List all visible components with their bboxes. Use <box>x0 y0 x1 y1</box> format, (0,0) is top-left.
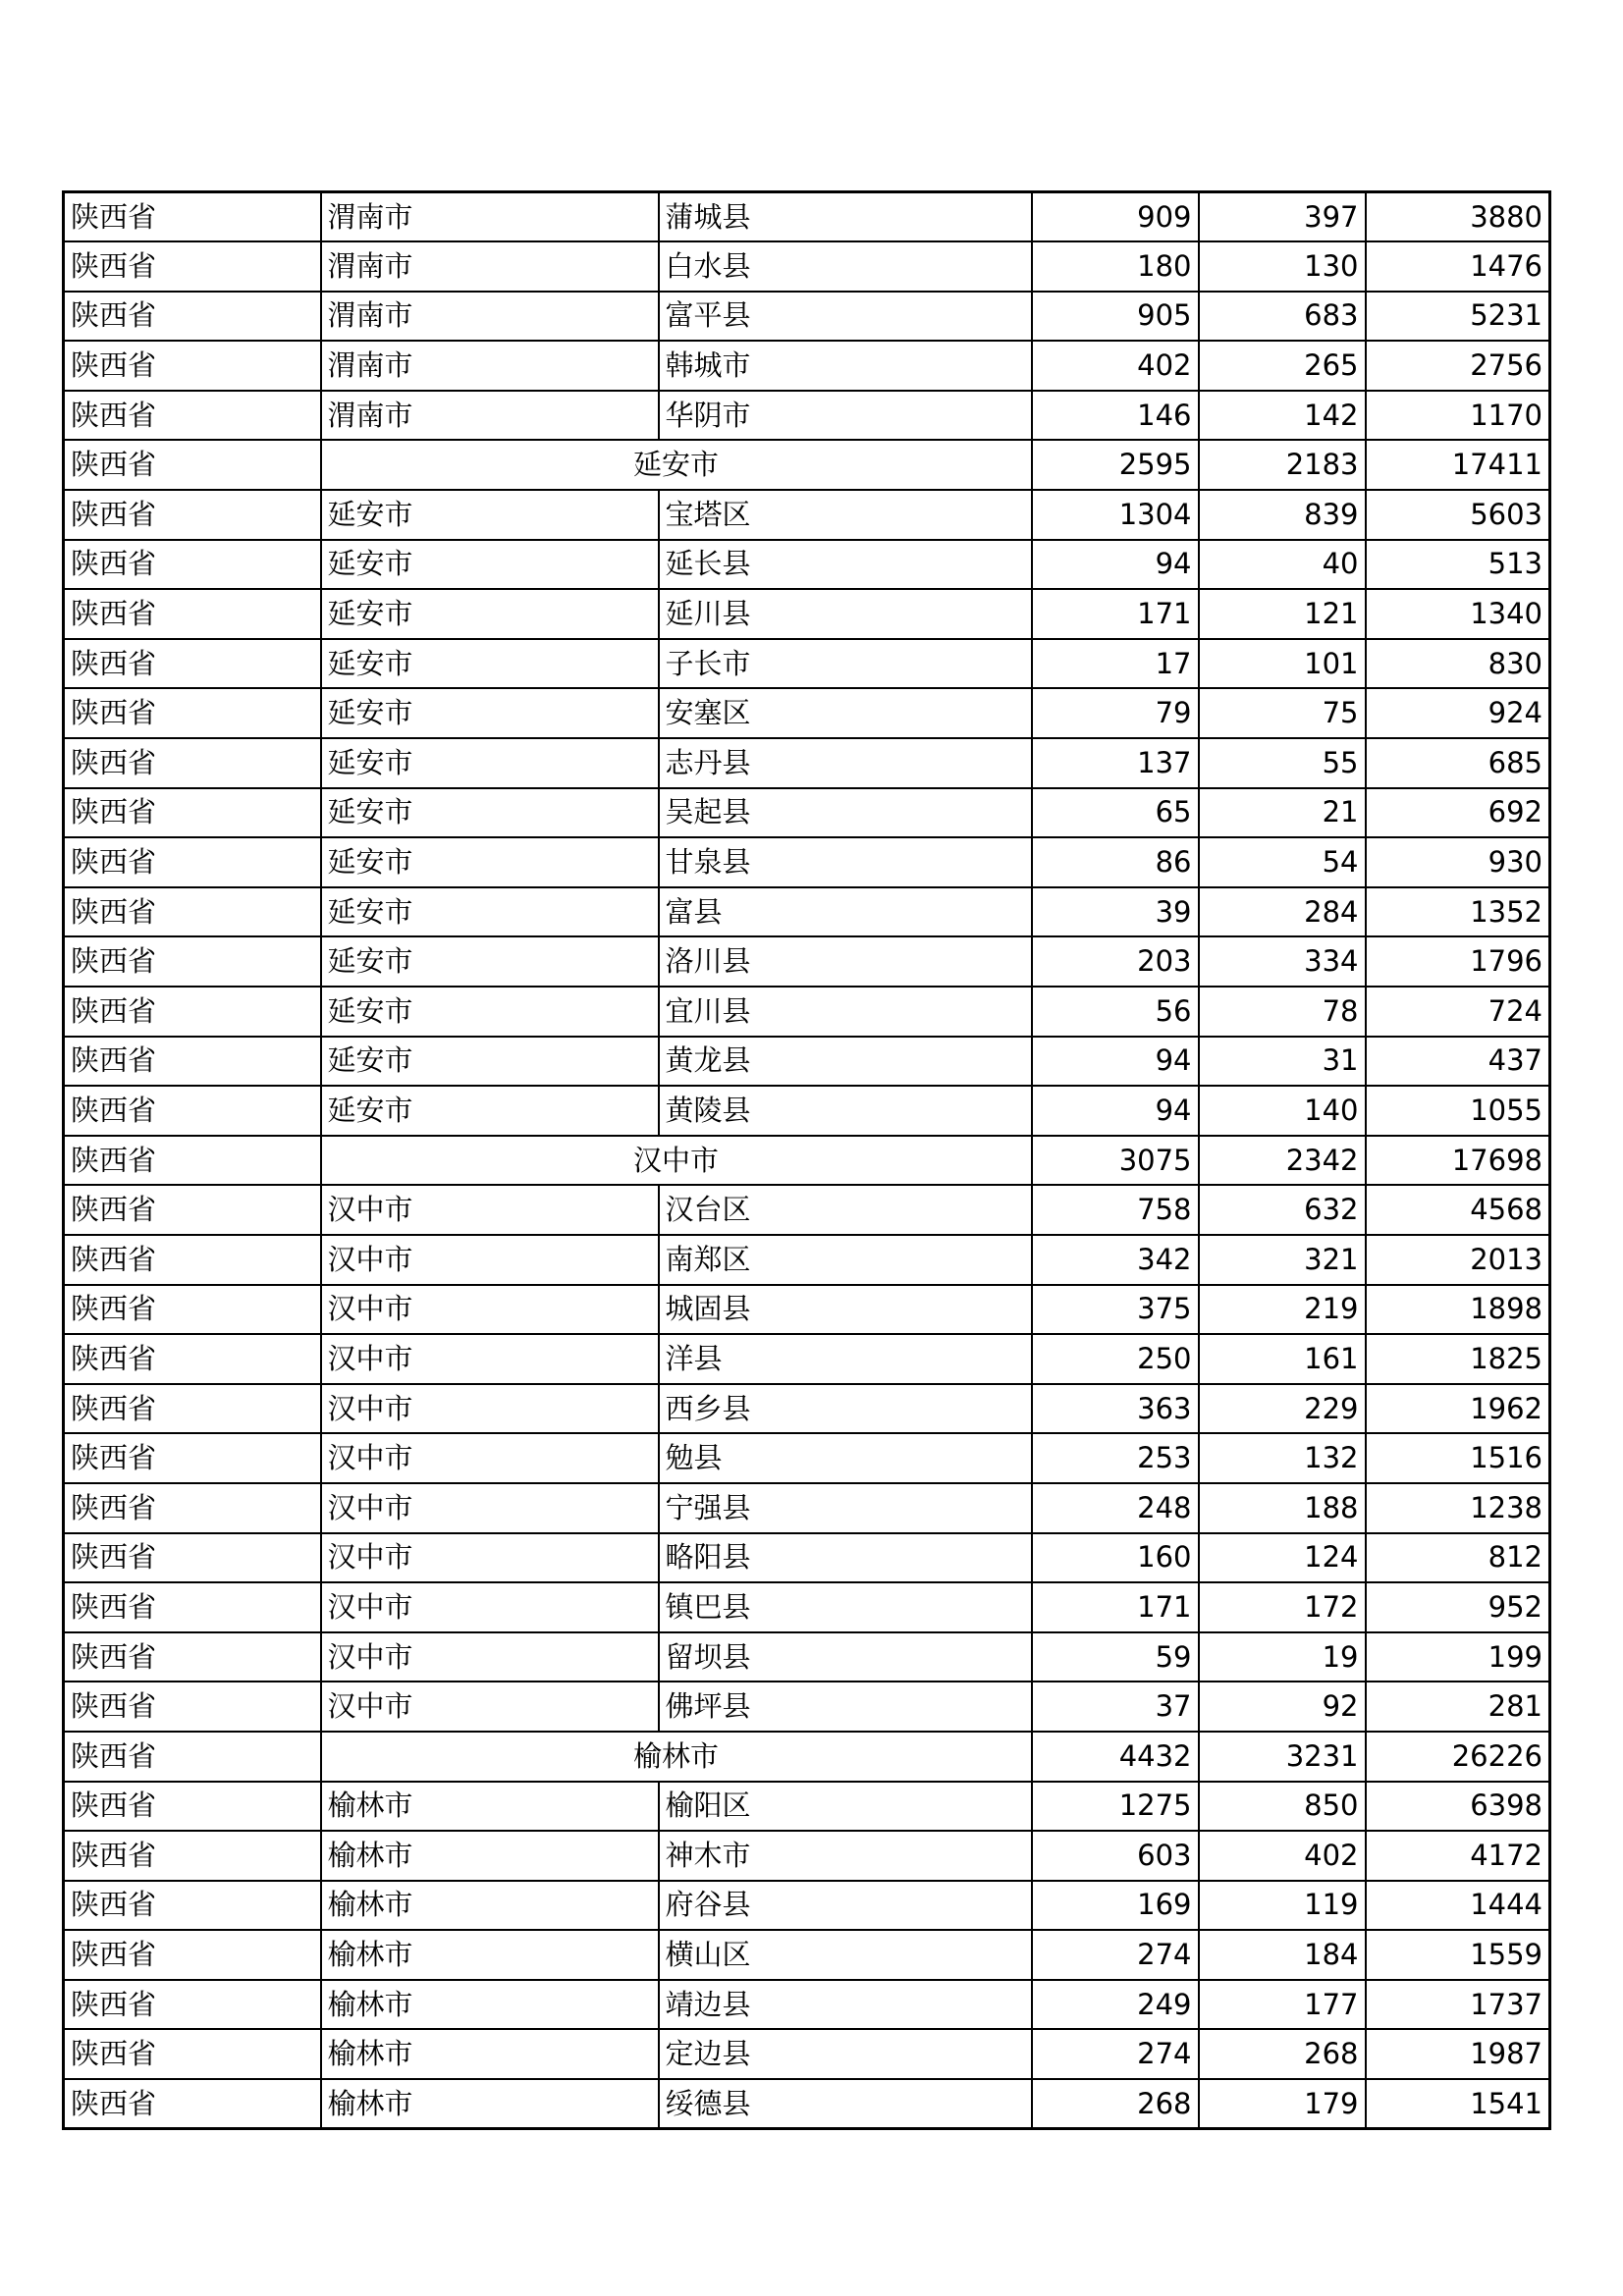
table-row <box>64 241 1550 292</box>
province-cell: 陕西省 <box>64 1285 321 1335</box>
value-cell-2: 21 <box>1199 788 1366 838</box>
value-cell-3: 437 <box>1366 1037 1550 1087</box>
province-cell: 陕西省 <box>64 688 321 738</box>
value-cell-2: 321 <box>1199 1235 1366 1285</box>
city-cell: 榆林市 <box>321 1831 659 1881</box>
value-cell-1: 180 <box>1032 241 1199 292</box>
value-cell-1: 342 <box>1032 1235 1199 1285</box>
value-cell-2: 229 <box>1199 1384 1366 1434</box>
province-cell: 陕西省 <box>64 540 321 590</box>
value-cell-1: 274 <box>1032 2029 1199 2079</box>
table-row <box>64 1682 1550 1732</box>
table-row <box>64 837 1550 887</box>
county-cell: 安塞区 <box>659 688 1032 738</box>
value-cell-3: 4172 <box>1366 1831 1550 1881</box>
province-cell: 陕西省 <box>64 1732 321 1782</box>
county-cell: 府谷县 <box>659 1881 1032 1931</box>
table-row <box>64 1334 1550 1384</box>
province-cell: 陕西省 <box>64 1632 321 1682</box>
value-cell-3: 2756 <box>1366 341 1550 391</box>
value-cell-3: 685 <box>1366 738 1550 788</box>
value-cell-3: 5231 <box>1366 292 1550 342</box>
subtotal-row <box>64 1136 1550 1186</box>
value-cell-2: 140 <box>1199 1086 1366 1136</box>
province-cell: 陕西省 <box>64 241 321 292</box>
value-cell-2: 132 <box>1199 1433 1366 1483</box>
value-cell-1: 79 <box>1032 688 1199 738</box>
province-cell: 陕西省 <box>64 1930 321 1980</box>
table-body <box>64 192 1550 2129</box>
table-row <box>64 788 1550 838</box>
value-cell-3: 1238 <box>1366 1483 1550 1533</box>
value-cell-3: 952 <box>1366 1582 1550 1632</box>
city-cell: 汉中市 <box>321 1632 659 1682</box>
value-cell-1: 248 <box>1032 1483 1199 1533</box>
value-cell-2: 265 <box>1199 341 1366 391</box>
city-cell: 榆林市 <box>321 1930 659 1980</box>
value-cell-3: 17411 <box>1366 440 1550 490</box>
table-row <box>64 540 1550 590</box>
value-cell-3: 1444 <box>1366 1881 1550 1931</box>
value-cell-2: 31 <box>1199 1037 1366 1087</box>
value-cell-1: 758 <box>1032 1185 1199 1235</box>
value-cell-1: 268 <box>1032 2079 1199 2129</box>
county-cell: 富平县 <box>659 292 1032 342</box>
county-cell: 吴起县 <box>659 788 1032 838</box>
table-row <box>64 1483 1550 1533</box>
table-row <box>64 887 1550 937</box>
value-cell-3: 17698 <box>1366 1136 1550 1186</box>
province-cell: 陕西省 <box>64 1831 321 1881</box>
table-row <box>64 1037 1550 1087</box>
county-cell: 黄龙县 <box>659 1037 1032 1087</box>
table-row <box>64 490 1550 540</box>
value-cell-3: 2013 <box>1366 1235 1550 1285</box>
value-cell-2: 2342 <box>1199 1136 1366 1186</box>
value-cell-3: 26226 <box>1366 1732 1550 1782</box>
value-cell-1: 39 <box>1032 887 1199 937</box>
table-row <box>64 1185 1550 1235</box>
county-cell: 榆阳区 <box>659 1782 1032 1832</box>
city-cell: 渭南市 <box>321 241 659 292</box>
table-row <box>64 1881 1550 1931</box>
value-cell-2: 121 <box>1199 589 1366 639</box>
table-row <box>64 738 1550 788</box>
county-cell: 白水县 <box>659 241 1032 292</box>
county-cell: 留坝县 <box>659 1632 1032 1682</box>
value-cell-3: 5603 <box>1366 490 1550 540</box>
subtotal-row <box>64 1732 1550 1782</box>
county-cell: 绥德县 <box>659 2079 1032 2129</box>
county-cell: 定边县 <box>659 2029 1032 2079</box>
county-cell: 汉台区 <box>659 1185 1032 1235</box>
province-cell: 陕西省 <box>64 192 321 242</box>
table-row <box>64 1582 1550 1632</box>
value-cell-1: 137 <box>1032 738 1199 788</box>
value-cell-3: 1476 <box>1366 241 1550 292</box>
province-cell: 陕西省 <box>64 837 321 887</box>
value-cell-3: 1737 <box>1366 1980 1550 2030</box>
table-row <box>64 987 1550 1037</box>
value-cell-1: 94 <box>1032 1086 1199 1136</box>
value-cell-2: 219 <box>1199 1285 1366 1335</box>
table-row <box>64 292 1550 342</box>
city-cell: 榆林市 <box>321 1782 659 1832</box>
value-cell-3: 924 <box>1366 688 1550 738</box>
value-cell-3: 1987 <box>1366 2029 1550 2079</box>
city-cell: 延安市 <box>321 1086 659 1136</box>
value-cell-1: 37 <box>1032 1682 1199 1732</box>
county-cell: 靖边县 <box>659 1980 1032 2030</box>
province-cell: 陕西省 <box>64 1334 321 1384</box>
county-cell: 镇巴县 <box>659 1582 1032 1632</box>
value-cell-3: 1340 <box>1366 589 1550 639</box>
table-row <box>64 639 1550 689</box>
value-cell-3: 1825 <box>1366 1334 1550 1384</box>
table-row <box>64 1384 1550 1434</box>
city-cell: 延安市 <box>321 639 659 689</box>
city-cell: 延安市 <box>321 540 659 590</box>
city-cell: 汉中市 <box>321 1682 659 1732</box>
city-cell: 汉中市 <box>321 1483 659 1533</box>
province-cell: 陕西省 <box>64 341 321 391</box>
table-row <box>64 1086 1550 1136</box>
county-cell: 子长市 <box>659 639 1032 689</box>
province-cell: 陕西省 <box>64 1086 321 1136</box>
value-cell-1: 909 <box>1032 192 1199 242</box>
table-row <box>64 1433 1550 1483</box>
county-cell: 志丹县 <box>659 738 1032 788</box>
value-cell-2: 268 <box>1199 2029 1366 2079</box>
value-cell-1: 17 <box>1032 639 1199 689</box>
city-cell: 延安市 <box>321 936 659 987</box>
county-cell: 神木市 <box>659 1831 1032 1881</box>
county-cell: 略阳县 <box>659 1533 1032 1583</box>
county-cell: 洋县 <box>659 1334 1032 1384</box>
province-cell: 陕西省 <box>64 1384 321 1434</box>
value-cell-1: 402 <box>1032 341 1199 391</box>
value-cell-2: 334 <box>1199 936 1366 987</box>
city-cell: 渭南市 <box>321 391 659 441</box>
value-cell-1: 253 <box>1032 1433 1199 1483</box>
province-cell: 陕西省 <box>64 2079 321 2129</box>
value-cell-1: 171 <box>1032 589 1199 639</box>
city-subtotal-cell: 延安市 <box>321 440 1032 490</box>
value-cell-2: 179 <box>1199 2079 1366 2129</box>
value-cell-3: 692 <box>1366 788 1550 838</box>
value-cell-1: 4432 <box>1032 1732 1199 1782</box>
province-cell: 陕西省 <box>64 936 321 987</box>
city-cell: 渭南市 <box>321 341 659 391</box>
county-cell: 洛川县 <box>659 936 1032 987</box>
city-cell: 延安市 <box>321 788 659 838</box>
province-cell: 陕西省 <box>64 1037 321 1087</box>
value-cell-3: 930 <box>1366 837 1550 887</box>
value-cell-3: 1055 <box>1366 1086 1550 1136</box>
value-cell-3: 1559 <box>1366 1930 1550 1980</box>
table-row <box>64 936 1550 987</box>
value-cell-2: 850 <box>1199 1782 1366 1832</box>
province-cell: 陕西省 <box>64 589 321 639</box>
county-cell: 南郑区 <box>659 1235 1032 1285</box>
value-cell-2: 402 <box>1199 1831 1366 1881</box>
value-cell-2: 397 <box>1199 192 1366 242</box>
county-cell: 华阴市 <box>659 391 1032 441</box>
value-cell-2: 161 <box>1199 1334 1366 1384</box>
value-cell-2: 839 <box>1199 490 1366 540</box>
county-cell: 勉县 <box>659 1433 1032 1483</box>
value-cell-2: 101 <box>1199 639 1366 689</box>
province-cell: 陕西省 <box>64 292 321 342</box>
value-cell-2: 2183 <box>1199 440 1366 490</box>
province-cell: 陕西省 <box>64 2029 321 2079</box>
city-subtotal-cell: 榆林市 <box>321 1732 1032 1782</box>
statistics-table <box>62 190 1551 2130</box>
value-cell-2: 3231 <box>1199 1732 1366 1782</box>
county-cell: 宜川县 <box>659 987 1032 1037</box>
value-cell-3: 3880 <box>1366 192 1550 242</box>
city-cell: 汉中市 <box>321 1433 659 1483</box>
value-cell-3: 1516 <box>1366 1433 1550 1483</box>
table-row <box>64 1632 1550 1682</box>
table-row <box>64 2079 1550 2129</box>
table-row <box>64 2029 1550 2079</box>
province-cell: 陕西省 <box>64 738 321 788</box>
province-cell: 陕西省 <box>64 1582 321 1632</box>
value-cell-3: 513 <box>1366 540 1550 590</box>
city-cell: 延安市 <box>321 688 659 738</box>
table-row <box>64 1782 1550 1832</box>
value-cell-2: 124 <box>1199 1533 1366 1583</box>
value-cell-3: 724 <box>1366 987 1550 1037</box>
value-cell-3: 812 <box>1366 1533 1550 1583</box>
value-cell-2: 19 <box>1199 1632 1366 1682</box>
value-cell-1: 603 <box>1032 1831 1199 1881</box>
value-cell-3: 199 <box>1366 1632 1550 1682</box>
value-cell-1: 203 <box>1032 936 1199 987</box>
county-cell: 宁强县 <box>659 1483 1032 1533</box>
city-cell: 榆林市 <box>321 1980 659 2030</box>
value-cell-1: 375 <box>1032 1285 1199 1335</box>
county-cell: 佛坪县 <box>659 1682 1032 1732</box>
value-cell-1: 59 <box>1032 1632 1199 1682</box>
value-cell-1: 274 <box>1032 1930 1199 1980</box>
city-cell: 榆林市 <box>321 2029 659 2079</box>
province-cell: 陕西省 <box>64 987 321 1037</box>
value-cell-2: 172 <box>1199 1582 1366 1632</box>
value-cell-3: 4568 <box>1366 1185 1550 1235</box>
value-cell-3: 1541 <box>1366 2079 1550 2129</box>
value-cell-1: 94 <box>1032 540 1199 590</box>
value-cell-2: 142 <box>1199 391 1366 441</box>
province-cell: 陕西省 <box>64 490 321 540</box>
city-cell: 延安市 <box>321 738 659 788</box>
province-cell: 陕西省 <box>64 1483 321 1533</box>
province-cell: 陕西省 <box>64 1682 321 1732</box>
value-cell-3: 6398 <box>1366 1782 1550 1832</box>
city-cell: 延安市 <box>321 837 659 887</box>
value-cell-1: 1275 <box>1032 1782 1199 1832</box>
value-cell-2: 184 <box>1199 1930 1366 1980</box>
subtotal-row <box>64 440 1550 490</box>
value-cell-1: 249 <box>1032 1980 1199 2030</box>
value-cell-1: 363 <box>1032 1384 1199 1434</box>
city-cell: 榆林市 <box>321 2079 659 2129</box>
city-cell: 汉中市 <box>321 1235 659 1285</box>
city-cell: 渭南市 <box>321 192 659 242</box>
province-cell: 陕西省 <box>64 1782 321 1832</box>
value-cell-1: 1304 <box>1032 490 1199 540</box>
province-cell: 陕西省 <box>64 887 321 937</box>
table-row <box>64 192 1550 242</box>
table-row <box>64 391 1550 441</box>
city-cell: 汉中市 <box>321 1185 659 1235</box>
value-cell-1: 160 <box>1032 1533 1199 1583</box>
county-cell: 城固县 <box>659 1285 1032 1335</box>
value-cell-3: 1796 <box>1366 936 1550 987</box>
city-cell: 延安市 <box>321 589 659 639</box>
value-cell-2: 54 <box>1199 837 1366 887</box>
province-cell: 陕西省 <box>64 440 321 490</box>
province-cell: 陕西省 <box>64 1235 321 1285</box>
value-cell-1: 171 <box>1032 1582 1199 1632</box>
table-row <box>64 1533 1550 1583</box>
city-cell: 汉中市 <box>321 1334 659 1384</box>
value-cell-2: 632 <box>1199 1185 1366 1235</box>
value-cell-1: 146 <box>1032 391 1199 441</box>
city-cell: 汉中市 <box>321 1582 659 1632</box>
value-cell-2: 188 <box>1199 1483 1366 1533</box>
county-cell: 富县 <box>659 887 1032 937</box>
city-cell: 汉中市 <box>321 1285 659 1335</box>
value-cell-3: 1898 <box>1366 1285 1550 1335</box>
province-cell: 陕西省 <box>64 1881 321 1931</box>
city-cell: 榆林市 <box>321 1881 659 1931</box>
value-cell-1: 56 <box>1032 987 1199 1037</box>
value-cell-3: 281 <box>1366 1682 1550 1732</box>
county-cell: 宝塔区 <box>659 490 1032 540</box>
city-cell: 延安市 <box>321 490 659 540</box>
county-cell: 蒲城县 <box>659 192 1032 242</box>
value-cell-1: 65 <box>1032 788 1199 838</box>
city-cell: 汉中市 <box>321 1533 659 1583</box>
value-cell-1: 94 <box>1032 1037 1199 1087</box>
city-cell: 延安市 <box>321 1037 659 1087</box>
value-cell-1: 2595 <box>1032 440 1199 490</box>
table-row <box>64 1980 1550 2030</box>
province-cell: 陕西省 <box>64 1433 321 1483</box>
value-cell-1: 3075 <box>1032 1136 1199 1186</box>
province-cell: 陕西省 <box>64 639 321 689</box>
value-cell-2: 92 <box>1199 1682 1366 1732</box>
value-cell-1: 250 <box>1032 1334 1199 1384</box>
value-cell-2: 119 <box>1199 1881 1366 1931</box>
province-cell: 陕西省 <box>64 788 321 838</box>
city-cell: 延安市 <box>321 987 659 1037</box>
value-cell-2: 177 <box>1199 1980 1366 2030</box>
value-cell-2: 75 <box>1199 688 1366 738</box>
province-cell: 陕西省 <box>64 1980 321 2030</box>
province-cell: 陕西省 <box>64 1136 321 1186</box>
table-row <box>64 1831 1550 1881</box>
county-cell: 黄陵县 <box>659 1086 1032 1136</box>
value-cell-2: 284 <box>1199 887 1366 937</box>
value-cell-3: 1170 <box>1366 391 1550 441</box>
value-cell-1: 905 <box>1032 292 1199 342</box>
city-cell: 渭南市 <box>321 292 659 342</box>
value-cell-2: 40 <box>1199 540 1366 590</box>
city-subtotal-cell: 汉中市 <box>321 1136 1032 1186</box>
province-cell: 陕西省 <box>64 1533 321 1583</box>
table-row <box>64 1930 1550 1980</box>
table-row <box>64 1235 1550 1285</box>
value-cell-2: 78 <box>1199 987 1366 1037</box>
value-cell-3: 1962 <box>1366 1384 1550 1434</box>
table-row <box>64 688 1550 738</box>
value-cell-3: 1352 <box>1366 887 1550 937</box>
province-cell: 陕西省 <box>64 1185 321 1235</box>
value-cell-2: 683 <box>1199 292 1366 342</box>
value-cell-1: 86 <box>1032 837 1199 887</box>
county-cell: 西乡县 <box>659 1384 1032 1434</box>
county-cell: 延长县 <box>659 540 1032 590</box>
city-cell: 延安市 <box>321 887 659 937</box>
city-cell: 汉中市 <box>321 1384 659 1434</box>
county-cell: 甘泉县 <box>659 837 1032 887</box>
county-cell: 横山区 <box>659 1930 1032 1980</box>
county-cell: 韩城市 <box>659 341 1032 391</box>
table-row <box>64 589 1550 639</box>
county-cell: 延川县 <box>659 589 1032 639</box>
table-row <box>64 1285 1550 1335</box>
table-row <box>64 341 1550 391</box>
value-cell-1: 169 <box>1032 1881 1199 1931</box>
province-cell: 陕西省 <box>64 391 321 441</box>
value-cell-3: 830 <box>1366 639 1550 689</box>
value-cell-2: 130 <box>1199 241 1366 292</box>
value-cell-2: 55 <box>1199 738 1366 788</box>
